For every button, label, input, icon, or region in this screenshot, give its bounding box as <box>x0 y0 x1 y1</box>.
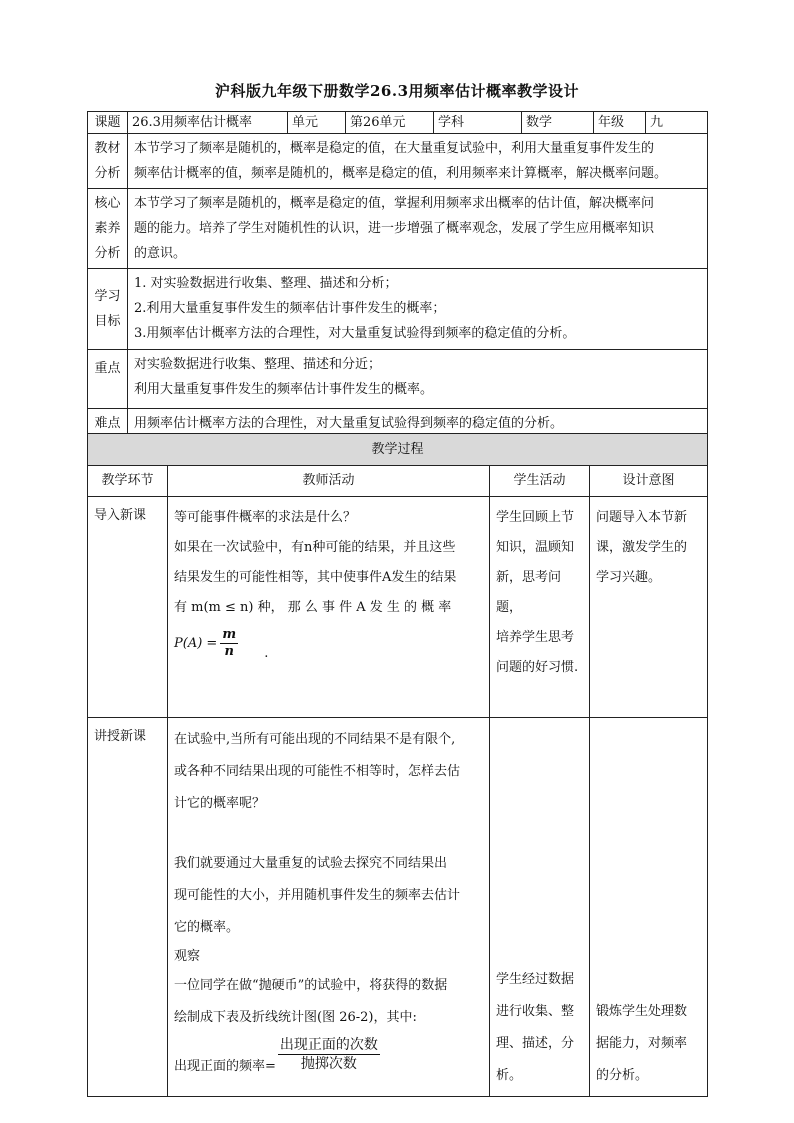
difficulty-label: 难点 <box>88 409 128 439</box>
subject-value: 数学 <box>522 112 594 134</box>
lecture-teacher: 在试验中,当所有可能出现的不同结果不是有限个, 或各种不同结果出现的可能性不相等时，怎样去估 计它的概率呢？ 我们就要通过大量重复的试验去探究不同结果出 现可能性的大小，并用随机事件发生的频率去估计 它的概率。 观察 一位同学在做“抛硬币”的试验中，将获得的数据 绘制成下表及折线统计图(图 26-2)，其中: 出现正面的频率= 出现正面的次数 抛掷次数 <box>168 718 490 1097</box>
intro-row <box>88 497 708 718</box>
col-student: 学生活动 <box>490 466 590 497</box>
topic-label: 课题 <box>88 112 128 134</box>
textbook-analysis-text: 本节学习了频率是随机的，概率是稳定的值，在大量重复试验中，利用大量重复事件发生的 频率估计概率的值，频率是随机的，概率是稳定的值，利用频率来计算概率，解决概率问题。 <box>128 134 708 189</box>
page-title: 沪科版九年级下册数学26.3用频率估计概率教学设计 <box>214 82 580 100</box>
process-banner-row <box>88 434 708 466</box>
header-row <box>88 112 708 134</box>
core-literacy-row <box>88 189 708 269</box>
learning-goals-text: 1. 对实验数据进行收集、整理、描述和分析； 2.利用大量重复事件发生的频率估计事件发生的概率； 3.用频率估计概率方法的合理性，对大量重复试验得到频率的稳定值的分析。 <box>128 269 708 350</box>
intro-student: 学生回顾上节 知识，温顾知 新，思考问题， 培养学生思考 问题的好习惯. <box>490 497 590 718</box>
core-literacy-text: 本节学习了频率是随机的，概率是稳定的值，掌握利用频率求出概率的估计值，解决概率问 题的能力。培养了学生对随机性的认识，进一步增强了概率观念，发展了学生应用概率知识 的意识。 <box>128 189 708 269</box>
learning-goals-label: 学习 目标 <box>88 269 128 350</box>
process-banner: 教学过程 <box>88 434 708 466</box>
key-points-text: 对实验数据进行收集、整理、描述和分近； 利用大量重复事件发生的频率估计事件发生的概率。 <box>128 350 708 409</box>
lecture-row <box>88 718 708 1097</box>
subject-label: 学科 <box>434 112 522 134</box>
difficulty-text: 用频率估计概率方法的合理性，对大量重复试验得到频率的稳定值的分析。 <box>128 409 708 439</box>
textbook-analysis-row <box>88 134 708 189</box>
core-literacy-label: 核心 素养 分析 <box>88 189 128 269</box>
learning-goals-row <box>88 269 708 350</box>
unit-label: 单元 <box>288 112 346 134</box>
lecture-step: 讲授新课 <box>88 718 168 1097</box>
col-design: 设计意图 <box>590 466 708 497</box>
grade-value: 九 <box>646 112 708 134</box>
key-points-label: 重点 <box>88 350 128 409</box>
intro-teacher: 等可能事件概率的求法是什么？ 如果在一次试验中，有n种可能的结果，并且这些 结果发生的可能性相等，其中使事件A发生的结果 有 m(m ≤ n) 种， 那 么 事 件 A 发 生 的 概 率 P(A) = $\frac{m}{n}$ . <box>168 497 490 718</box>
lecture-student: 学生经过数据 进行收集、整 理、描述，分 析。 <box>490 718 590 1097</box>
col-teacher: 教师活动 <box>168 466 490 497</box>
key-points-row <box>88 350 708 409</box>
intro-step: 导入新课 <box>88 497 168 718</box>
teaching-process-table <box>87 433 708 1097</box>
lecture-design: 锻炼学生处理数 据能力，对频率 的分析。 <box>590 718 708 1097</box>
intro-design: 问题导入本节新 课，激发学生的 学习兴趣。 <box>590 497 708 718</box>
unit-value: 第26单元 <box>346 112 434 134</box>
topic-value: 26.3用频率估计概率 <box>128 112 288 134</box>
textbook-analysis-label: 教材 分析 <box>88 134 128 189</box>
frequency-formula: 出现正面的频率= 出现正面的次数 抛掷次数 <box>174 1037 378 1074</box>
grade-label: 年级 <box>594 112 646 134</box>
lesson-info-table <box>87 111 708 439</box>
col-step: 教学环节 <box>88 466 168 497</box>
process-column-header <box>88 466 708 497</box>
probability-formula: P(A) = $\frac{m}{n}$ . <box>174 627 269 661</box>
